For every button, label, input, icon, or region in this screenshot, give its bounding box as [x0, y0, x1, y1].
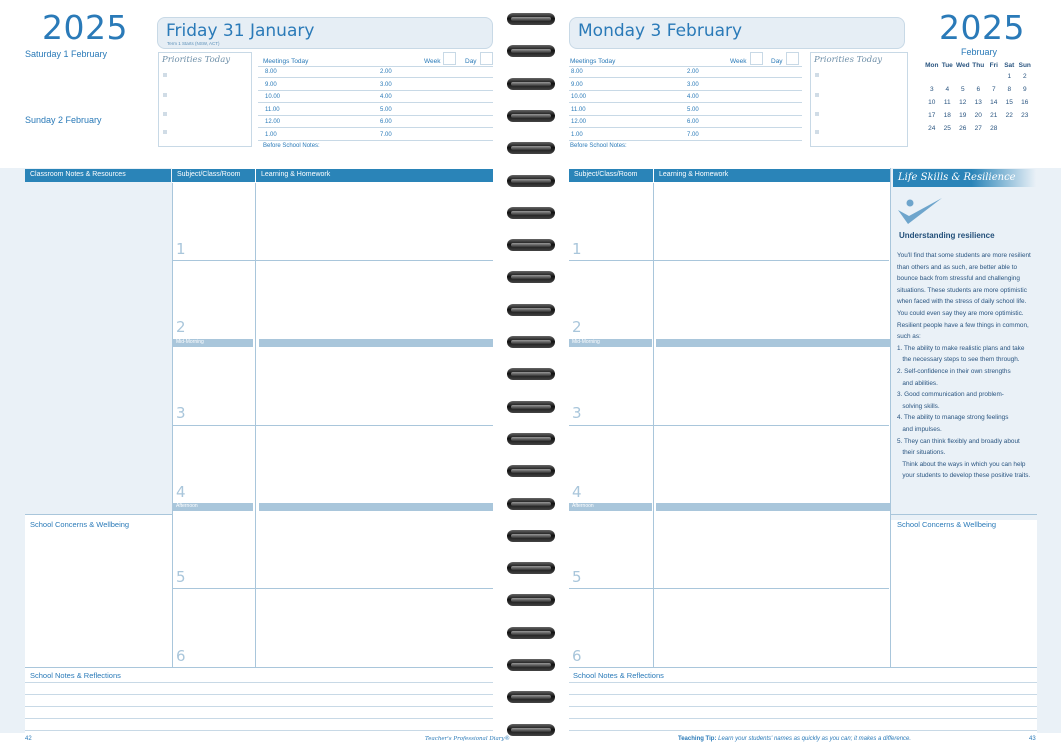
time-slot: 9.00 [571, 82, 583, 88]
learning-header-right: Learning & Homework [654, 169, 890, 182]
sunday-label: Sunday 2 February [25, 115, 102, 125]
calendar-date[interactable]: 4 [945, 86, 950, 93]
calendar-date[interactable]: 20 [974, 112, 982, 119]
spiral-ring [507, 78, 555, 90]
resilience-text-line: their situations. [897, 449, 946, 457]
period-1: 1 [176, 240, 186, 258]
period-3-right: 3 [572, 404, 582, 422]
calendar-weekday: Wed [955, 62, 970, 69]
period-4-right: 4 [572, 483, 582, 501]
resilience-text-line: 2. Self-confidence in their own strengths [897, 367, 1011, 375]
time-slot: 12.00 [265, 119, 281, 125]
spiral-ring [507, 207, 555, 219]
calendar-date[interactable]: 23 [1021, 112, 1029, 119]
time-slot: 7.00 [380, 132, 392, 138]
period-5-right: 5 [572, 568, 582, 586]
calendar-date[interactable]: 12 [959, 99, 967, 106]
spiral-ring [507, 142, 555, 154]
afternoon-bar-right: Afternoon [569, 503, 652, 511]
spiral-ring [507, 45, 555, 57]
spiral-ring [507, 401, 555, 413]
day-checkbox[interactable] [480, 52, 493, 65]
calendar-weekday: Tue [941, 62, 953, 69]
calendar-date[interactable]: 22 [1005, 112, 1013, 119]
priority-bullet [163, 73, 167, 77]
week-checkbox-right[interactable] [750, 52, 763, 65]
calendar-date[interactable]: 28 [990, 125, 998, 132]
calendar-date[interactable]: 16 [1021, 99, 1029, 106]
priority-bullet [815, 93, 819, 97]
resilience-text-line: 1. The ability to make realistic plans and take [897, 344, 1025, 352]
teaching-tip [678, 736, 911, 742]
life-skills-banner: Life Skills & Resilience [893, 169, 1036, 187]
resilience-text-line: Think about the ways in which you can help [897, 460, 1026, 468]
resilience-text-line: bounce back from stressful and challenging [897, 275, 1020, 283]
page-number-left: 42 [25, 736, 32, 742]
priority-bullet [163, 93, 167, 97]
before-school-notes-right: Before School Notes: [570, 143, 627, 149]
resilience-text-line: situations. These students are more optimistic [897, 286, 1027, 294]
resilience-text-line: than others and as such, are better able to [897, 263, 1018, 271]
resilience-text-line: when faced with the stress of daily school life. [897, 298, 1027, 306]
calendar-date[interactable]: 9 [1022, 86, 1027, 93]
spiral-ring [507, 110, 555, 122]
resilience-text-line: You could even say they are more optimistic. [897, 309, 1024, 317]
resilience-text-line: 5. They can think flexibly and broadly about [897, 437, 1020, 445]
calendar-date[interactable]: 27 [974, 125, 982, 132]
time-slot: 4.00 [380, 94, 392, 100]
period-6: 6 [176, 647, 186, 665]
day-label: Day [465, 58, 477, 65]
time-slot: 11.00 [571, 107, 586, 113]
meetings-label-right: Meetings Today [570, 58, 616, 65]
calendar-date[interactable]: 8 [1007, 86, 1012, 93]
life-skills-panel [891, 168, 1037, 514]
teaching-tip-label: Teaching Tip: [678, 736, 717, 742]
priority-bullet [163, 112, 167, 116]
mid-morning-bar-wide [259, 339, 493, 347]
time-slot: 1.00 [265, 132, 277, 138]
time-slot: 3.00 [687, 82, 699, 88]
classroom-notes-area[interactable] [25, 168, 172, 514]
priorities-heading: Priorities Today [162, 55, 231, 65]
calendar-weekday: Mon [925, 62, 939, 69]
resilience-text-line: the necessary steps to see them through. [897, 356, 1020, 364]
calendar-weekday: Thu [972, 62, 985, 69]
meetings-label: Meetings Today [263, 58, 309, 65]
period-1-right: 1 [572, 240, 582, 258]
resilience-text-line: Resilient people have a few things in common, [897, 321, 1029, 329]
mid-morning-bar-wide-right [656, 339, 890, 347]
time-slot: 3.00 [380, 82, 392, 88]
calendar-date[interactable]: 14 [990, 99, 998, 106]
time-slot: 9.00 [265, 82, 277, 88]
resilience-text-line: 4. The ability to manage strong feelings [897, 414, 1009, 422]
calendar-date[interactable]: 2 [1022, 73, 1027, 80]
calendar-weekday: Fri [989, 62, 998, 69]
time-slot: 11.00 [265, 107, 280, 113]
period-6-right: 6 [572, 647, 582, 665]
checkmark-icon [896, 194, 944, 228]
afternoon-bar-wide [259, 503, 493, 511]
afternoon-bar-wide-right [656, 503, 890, 511]
spiral-ring [507, 336, 555, 348]
calendar-date[interactable]: 10 [928, 99, 936, 106]
teaching-tip-text: Learn your students' names as quickly as you can; it makes a difference. [718, 736, 912, 742]
time-slot: 1.00 [571, 132, 583, 138]
spiral-ring [507, 724, 555, 736]
priorities-box-right[interactable] [810, 52, 908, 147]
calendar-date[interactable]: 11 [943, 99, 951, 106]
resilience-heading: Understanding resilience [899, 231, 995, 240]
calendar-date[interactable]: 24 [928, 125, 936, 132]
calendar-weekday: Sat [1004, 62, 1015, 69]
time-slot: 12.00 [571, 119, 587, 125]
resilience-text-line: such as: [897, 333, 921, 341]
concerns-label-right: School Concerns & Wellbeing [897, 520, 997, 529]
subject-header-left: Subject/Class/Room [172, 169, 255, 182]
page-number-right: 43 [1029, 736, 1036, 742]
time-slot: 6.00 [687, 119, 699, 125]
resilience-text-line: solving skills. [897, 402, 940, 410]
period-3: 3 [176, 404, 186, 422]
time-slot: 10.00 [571, 94, 587, 100]
time-slot: 5.00 [380, 107, 392, 113]
concerns-label-left: School Concerns & Wellbeing [30, 520, 130, 529]
calendar-date[interactable]: 5 [960, 86, 965, 93]
calendar-month: February [960, 47, 997, 57]
resilience-text-line: and impulses. [897, 425, 942, 433]
spiral-ring [507, 239, 555, 251]
mid-morning-bar-right: Mid-Morning [569, 339, 652, 347]
priority-bullet [163, 130, 167, 134]
calendar-date[interactable]: 19 [959, 112, 967, 119]
day-title: Friday 31 January [166, 21, 315, 41]
calendar-date[interactable]: 21 [990, 112, 998, 119]
calendar-date[interactable]: 17 [928, 112, 936, 119]
priority-bullet [815, 130, 819, 134]
spiral-ring [507, 498, 555, 510]
calendar-date[interactable]: 26 [959, 125, 967, 132]
spiral-ring [507, 691, 555, 703]
before-school-notes: Before School Notes: [263, 143, 320, 149]
priority-bullet [815, 112, 819, 116]
spiral-ring [507, 659, 555, 671]
week-checkbox[interactable] [443, 52, 456, 65]
year-left: 2025 [42, 8, 128, 47]
resilience-text-line: 3. Good communication and problem- [897, 391, 1004, 399]
calendar-date[interactable]: 7 [991, 86, 996, 93]
period-4: 4 [176, 483, 186, 501]
calendar-date[interactable]: 25 [943, 125, 951, 132]
spiral-ring [507, 594, 555, 606]
spiral-ring [507, 304, 555, 316]
year-right: 2025 [939, 8, 1025, 47]
spiral-ring [507, 530, 555, 542]
classroom-notes-header: Classroom Notes & Resources [25, 169, 171, 182]
time-slot: 4.00 [687, 94, 699, 100]
period-2-right: 2 [572, 318, 582, 336]
calendar-date[interactable]: 6 [976, 86, 981, 93]
day-checkbox-right[interactable] [786, 52, 799, 65]
priorities-heading-right: Priorities Today [814, 55, 883, 65]
spiral-ring [507, 562, 555, 574]
resilience-text-line: You'll find that some students are more resilient [897, 252, 1031, 259]
spiral-ring [507, 465, 555, 477]
spiral-ring [507, 433, 555, 445]
day-label-right: Day [771, 58, 783, 65]
notes-label-right: School Notes & Reflections [573, 671, 664, 680]
notes-label-left: School Notes & Reflections [30, 671, 121, 680]
brand-mark: Teacher's Professional Diary® [425, 736, 511, 742]
day-title-right: Monday 3 February [578, 21, 743, 41]
calendar-weekday: Sun [1018, 62, 1031, 69]
spiral-ring [507, 271, 555, 283]
subject-header-right: Subject/Class/Room [569, 169, 653, 182]
calendar-date[interactable]: 3 [929, 86, 934, 93]
time-slot: 10.00 [265, 94, 281, 100]
time-slot: 2.00 [687, 69, 699, 75]
saturday-label: Saturday 1 February [25, 49, 108, 59]
time-slot: 5.00 [687, 107, 699, 113]
mid-morning-bar: Mid-Morning [173, 339, 253, 347]
time-slot: 8.00 [265, 69, 277, 75]
learning-header-left: Learning & Homework [256, 169, 493, 182]
spiral-ring [507, 13, 555, 25]
time-slot: 6.00 [380, 119, 392, 125]
time-slot: 8.00 [571, 69, 583, 75]
calendar-date[interactable]: 18 [943, 112, 951, 119]
priorities-box[interactable] [158, 52, 252, 147]
week-label: Week [424, 58, 441, 65]
day-header-monday [569, 17, 905, 49]
calendar-date[interactable]: 13 [974, 99, 982, 106]
time-slot: 2.00 [380, 69, 392, 75]
resilience-text-line: and abilities. [897, 379, 938, 387]
afternoon-bar: Afternoon [173, 503, 253, 511]
time-slot: 7.00 [687, 132, 699, 138]
resilience-text-line: your students to develop these positive traits. [897, 472, 1031, 480]
week-label-right: Week [730, 58, 747, 65]
spiral-ring [507, 627, 555, 639]
day-header-friday [157, 17, 493, 49]
period-2: 2 [176, 318, 186, 336]
period-5: 5 [176, 568, 186, 586]
priority-bullet [815, 73, 819, 77]
calendar-date[interactable]: 1 [1007, 73, 1012, 80]
spiral-ring [507, 368, 555, 380]
day-subtitle: Term 1 Starts (NSW, ACT) [167, 41, 220, 46]
spiral-ring [507, 175, 555, 187]
calendar-date[interactable]: 15 [1005, 99, 1013, 106]
